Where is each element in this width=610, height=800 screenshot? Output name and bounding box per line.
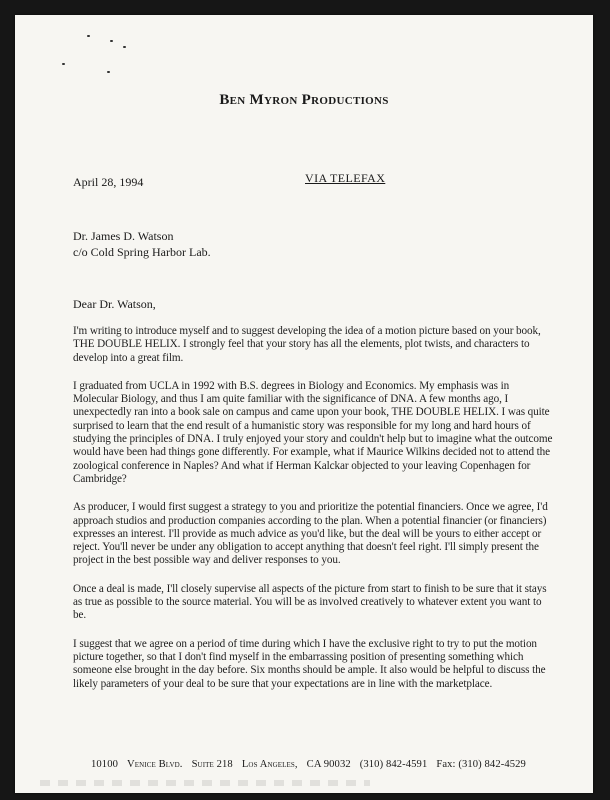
recipient-address bbox=[73, 228, 211, 260]
recipient-org: c/o Cold Spring Harbor Lab. bbox=[73, 245, 211, 259]
footer-state-zip: CA 90032 bbox=[306, 759, 351, 770]
recipient-name: Dr. James D. Watson bbox=[73, 229, 174, 243]
paragraph: I suggest that we agree on a period of time during which I have the exclusive right to try to put the motion picture together, so that I don't find myself in the embarrassing position of presenting something which someone else brought in the day before. Six months should be ample. It also would be helpful to discuss the likely parameters of your deal to be sure that your expectations are in line with the marketplace. bbox=[73, 637, 546, 690]
paragraph: I graduated from UCLA in 1992 with B.S. degrees in Biology and Economics. My emphasis was in Molecular Biology, and thus I am quite familiar with the significance of DNA. A few months ago, I unexpectedly ran into a book sale on campus and came upon your book, THE DOUBLE HELIX. I was quite surprised to learn that the end result of a humanistic story was responsible for my long and hard hours of studying the principles of DNA. I truly enjoyed your story and couldn't help but to imagine what the outcome would have been had things gone differently. For example, what if Maurice Wilkins decided not to attend the zoological conference in Naples? And what if Herman Kalckar objected to your leaving Copenhagen for Cambridge? bbox=[73, 379, 553, 485]
footer-address bbox=[91, 759, 535, 770]
speck bbox=[110, 40, 113, 42]
footer-street-number: 10100 bbox=[91, 759, 118, 770]
speck bbox=[123, 46, 126, 48]
footer-suite: Suite 218 bbox=[191, 759, 233, 770]
letter-page bbox=[15, 15, 593, 793]
footer-fax: Fax: (310) 842-4529 bbox=[436, 759, 526, 770]
paragraph: Once a deal is made, I'll closely supervise all aspects of the picture from start to finish to be sure that it stays as true as possible to the source material. You will be as involved creatively to whatever extent you want to be. bbox=[73, 582, 547, 622]
letter-date: April 28, 1994 bbox=[73, 175, 144, 189]
speck bbox=[87, 35, 90, 37]
footer-street: Venice Blvd. bbox=[126, 759, 183, 770]
bottom-smudge bbox=[40, 780, 370, 786]
paragraph: As producer, I would first suggest a strategy to you and prioritize the potential financiers. Once we agree, I'd approach studios and production companies according to the plan. When a potential financier (or financiers) expresses an interest. I'll provide as much advice as you'd like, but the deal will be yours to either accept or reject. You'll never be under any obligation to accept anything that doesn't feel right. I'll simply present the project in the best possible way and deliver responses to you. bbox=[73, 501, 548, 567]
speck bbox=[62, 63, 65, 65]
salutation: Dear Dr. Watson, bbox=[73, 297, 156, 311]
letter-body bbox=[73, 325, 553, 706]
delivery-method: VIA TELEFAX bbox=[305, 171, 386, 185]
footer-city: Los Angeles, bbox=[241, 759, 298, 770]
footer-phone: (310) 842-4591 bbox=[359, 759, 428, 770]
letterhead: Ben Myron Productions bbox=[219, 92, 389, 108]
paragraph: I'm writing to introduce myself and to suggest developing the idea of a motion picture based on your book, THE DOUBLE HELIX. I strongly feel that your story has all the elements, plot twists, and characters to develop into a great film. bbox=[73, 325, 541, 364]
speck bbox=[107, 71, 110, 73]
